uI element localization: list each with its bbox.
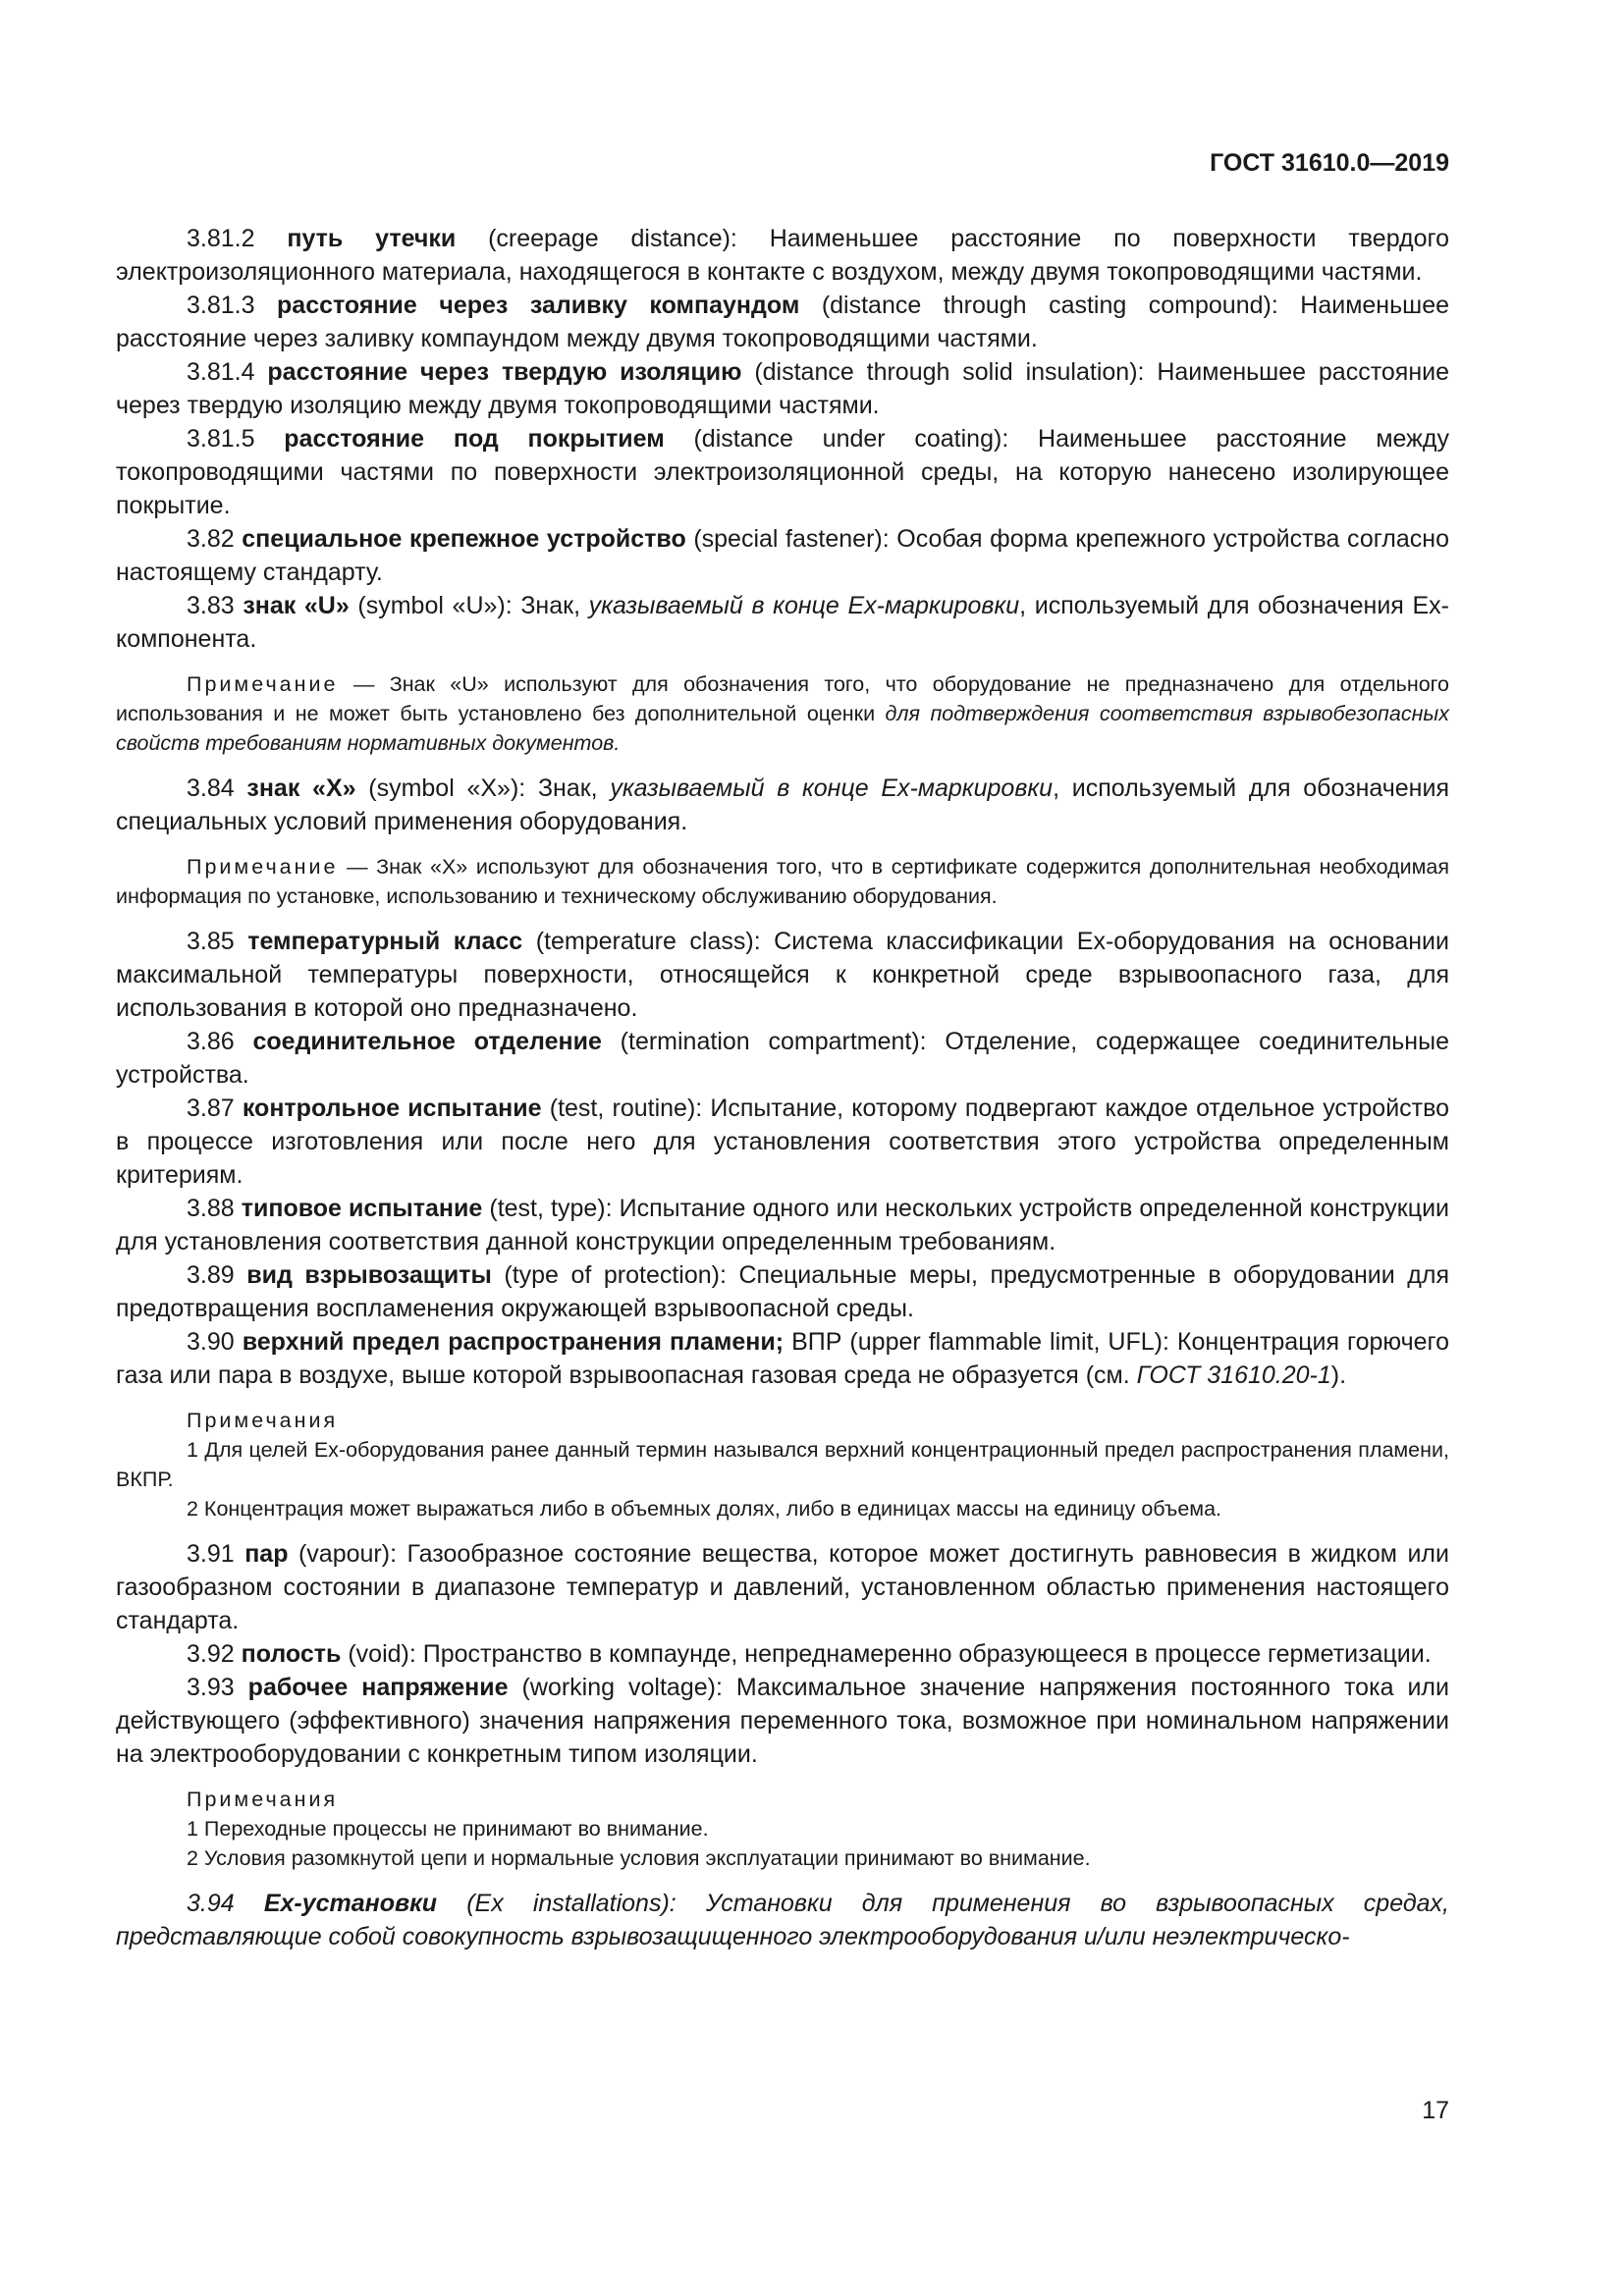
term-definition: (distance under coating): Наименьшее расстояние между токопроводящими частями по поверхности электроизоляционной среды, на которую нанесено изолирующее покрытие. [116, 425, 1449, 519]
term-entry-3-83 [116, 589, 1449, 656]
term-number: 3.91 [187, 1540, 235, 1568]
term-entry-3-94 [116, 1887, 1449, 1953]
term-definition: (creepage distance): Наименьшее расстояние по поверхности твердого электроизоляционного материала, находящегося в контакте с воздухом, между двумя токопроводящими частями. [116, 225, 1450, 286]
term-entry-3-88 [116, 1192, 1449, 1258]
note-3-83 [116, 669, 1449, 758]
term-definition: (distance through solid insulation): Наименьшее расстояние через твердую изоляцию между двумя токопроводящими частями. [116, 358, 1449, 419]
term-entry-3-92 [116, 1637, 1449, 1671]
term-definition: (test, type): Испытание одного или нескольких устройств определенной конструкции для установления соответствия данной конструкции определенным требованиям. [116, 1195, 1449, 1255]
term-entry-3-81-3 [116, 289, 1449, 355]
notes-3-93 [116, 1785, 1449, 1873]
term-number: 3.88 [187, 1195, 235, 1222]
term-title: рабочее напряжение [247, 1674, 509, 1701]
term-definition-start: (symbol «U»): Знак, [349, 592, 589, 619]
note-text: — Знак «X» используют для обозначения того, что в сертификате содержится дополнительная необходимая информация по установке, использованию и техническому обслуживанию оборудования. [116, 855, 1449, 908]
note-item: 1 Для целей Ex-оборудования ранее данный термин назывался верхний концентрационный предел распространения пламени, ВКПР. [116, 1438, 1449, 1491]
term-entry-3-90 [116, 1325, 1449, 1392]
term-entry-3-87 [116, 1092, 1449, 1192]
term-title: расстояние через твердую изоляцию [267, 358, 742, 386]
term-number: 3.89 [187, 1261, 235, 1289]
term-definition-end: , используемый для обозначения Ex-компонента. [116, 592, 1449, 653]
term-definition: (type of protection): Специальные меры, предусмотренные в оборудовании для предотвращения воспламенения окружающей взрывоопасной среды. [116, 1261, 1449, 1322]
term-title: верхний предел распространения пламени; [242, 1328, 785, 1356]
term-entry-3-86 [116, 1025, 1449, 1092]
term-definition: (Ex installations): Установки для применения во взрывоопасных средах, представляющие собой совокупность взрывозащищенного электрооборудования и/или неэлектрическо- [116, 1890, 1449, 1950]
note-item: 2 Концентрация может выражаться либо в объемных долях, либо в единицах массы на единицу объема. [187, 1497, 1222, 1521]
term-definition: (void): Пространство в компаунде, непреднамеренно образующееся в процессе герметизации. [341, 1640, 1432, 1668]
term-definition: (vapour): Газообразное состояние вещества, которое может достигнуть равновесия в жидком или газообразном состоянии в диапазоне температур и давлений, установленном областью применения настоящего стандарта. [116, 1540, 1449, 1634]
note-text-italic: для подтверждения соответствия взрывобезопасных свойств требованиям нормативных документов. [116, 702, 1449, 755]
term-entry-3-81-5 [116, 422, 1449, 522]
term-title: знак «U» [243, 592, 350, 619]
term-entry-3-81-2 [116, 222, 1449, 289]
term-number: 3.90 [187, 1328, 235, 1356]
term-number: 3.82 [187, 525, 235, 553]
term-title: специальное крепежное устройство [242, 525, 686, 553]
term-entry-3-82 [116, 522, 1449, 589]
term-number: 3.81.2 [187, 225, 255, 252]
term-entry-3-81-4 [116, 355, 1449, 422]
term-definition: (working voltage): Максимальное значение напряжения постоянного тока или действующего (эффективного) значения напряжения переменного тока, возможное при номинальном напряжении на электрооборудовании с конкретным типом изоляции. [116, 1674, 1449, 1768]
term-number: 3.92 [187, 1640, 235, 1668]
term-title: знак «X» [246, 774, 356, 802]
term-reference-italic: ГОСТ 31610.20-1 [1136, 1362, 1331, 1389]
term-definition: (test, routine): Испытание, которому подвергают каждое отдельное устройство в процессе изготовления или после него для установления соответствия этого устройства определенным критериям. [116, 1095, 1450, 1189]
term-definition: (temperature class): Система классификации Ex-оборудования на основании максимальной температуры поверхности, относящейся к конкретной среде взрывоопасного газа, для использования в которой оно предназначено. [116, 928, 1449, 1022]
term-entry-3-89 [116, 1258, 1449, 1325]
term-definition-start: ВПР (upper flammable limit, UFL): Концентрация горючего газа или пара в воздухе, выше которой взрывоопасная газовая среда не образуется (см. [116, 1328, 1450, 1389]
term-title: Ex-установки [263, 1890, 438, 1917]
term-number: 3.87 [187, 1095, 235, 1122]
note-3-84 [116, 852, 1449, 911]
term-definition: (termination compartment): Отделение, содержащее соединительные устройства. [116, 1028, 1449, 1089]
term-number: 3.83 [187, 592, 235, 619]
term-entry-3-84 [116, 772, 1449, 838]
notes-title: Примечания [187, 1788, 339, 1811]
term-definition-end: ). [1330, 1362, 1347, 1389]
note-item: 2 Условия разомкнутой цепи и нормальные условия эксплуатации принимают во внимание. [187, 1846, 1091, 1870]
term-number: 3.84 [187, 774, 235, 802]
page-number: 17 [1422, 2097, 1449, 2124]
term-number: 3.85 [187, 928, 235, 955]
term-title: контрольное испытание [242, 1095, 542, 1122]
term-title: расстояние под покрытием [284, 425, 665, 453]
term-entry-3-93 [116, 1671, 1449, 1771]
term-title: температурный класс [247, 928, 523, 955]
term-number: 3.93 [187, 1674, 235, 1701]
term-number: 3.94 [187, 1890, 235, 1917]
term-definition-italic: указываемый в конце Ex-маркировки [588, 592, 1020, 619]
term-number: 3.81.3 [187, 292, 255, 319]
term-definition: (special fastener): Особая форма крепежного устройства согласно настоящему стандарту. [116, 525, 1450, 586]
note-item: 1 Переходные процессы не принимают во внимание. [187, 1817, 709, 1841]
term-definition-start: (symbol «X»): Знак, [355, 774, 611, 802]
term-title: соединительное отделение [252, 1028, 602, 1055]
term-definition: (distance through casting compound): Наименьшее расстояние через заливку компаундом между двумя токопроводящими частями. [116, 292, 1450, 352]
notes-title: Примечания [187, 1409, 339, 1432]
term-title: пар [244, 1540, 289, 1568]
notes-3-90 [116, 1406, 1449, 1523]
term-entry-3-91 [116, 1537, 1449, 1637]
term-title: вид взрывозащиты [246, 1261, 492, 1289]
term-entry-3-85 [116, 925, 1449, 1025]
term-definition-italic: указываемый в конце Ex-маркировки [610, 774, 1054, 802]
note-label: Примечание [187, 672, 339, 696]
term-number: 3.81.5 [187, 425, 255, 453]
term-title: расстояние через заливку компаундом [277, 292, 800, 319]
note-label: Примечание [187, 855, 339, 879]
document-body [116, 222, 1449, 1953]
term-title: полость [241, 1640, 342, 1668]
term-title: путь утечки [287, 225, 457, 252]
term-number: 3.81.4 [187, 358, 255, 386]
document-header: ГОСТ 31610.0—2019 [1210, 149, 1449, 177]
note-text: — Знак «U» используют для обозначения того, что оборудование не предназначено для отдельного использования и не может быть установлено без дополнительной оценки [116, 672, 1449, 725]
term-title: типовое испытание [241, 1195, 483, 1222]
term-definition-end: , используемый для обозначения специальных условий применения оборудования. [116, 774, 1449, 835]
term-number: 3.86 [187, 1028, 235, 1055]
